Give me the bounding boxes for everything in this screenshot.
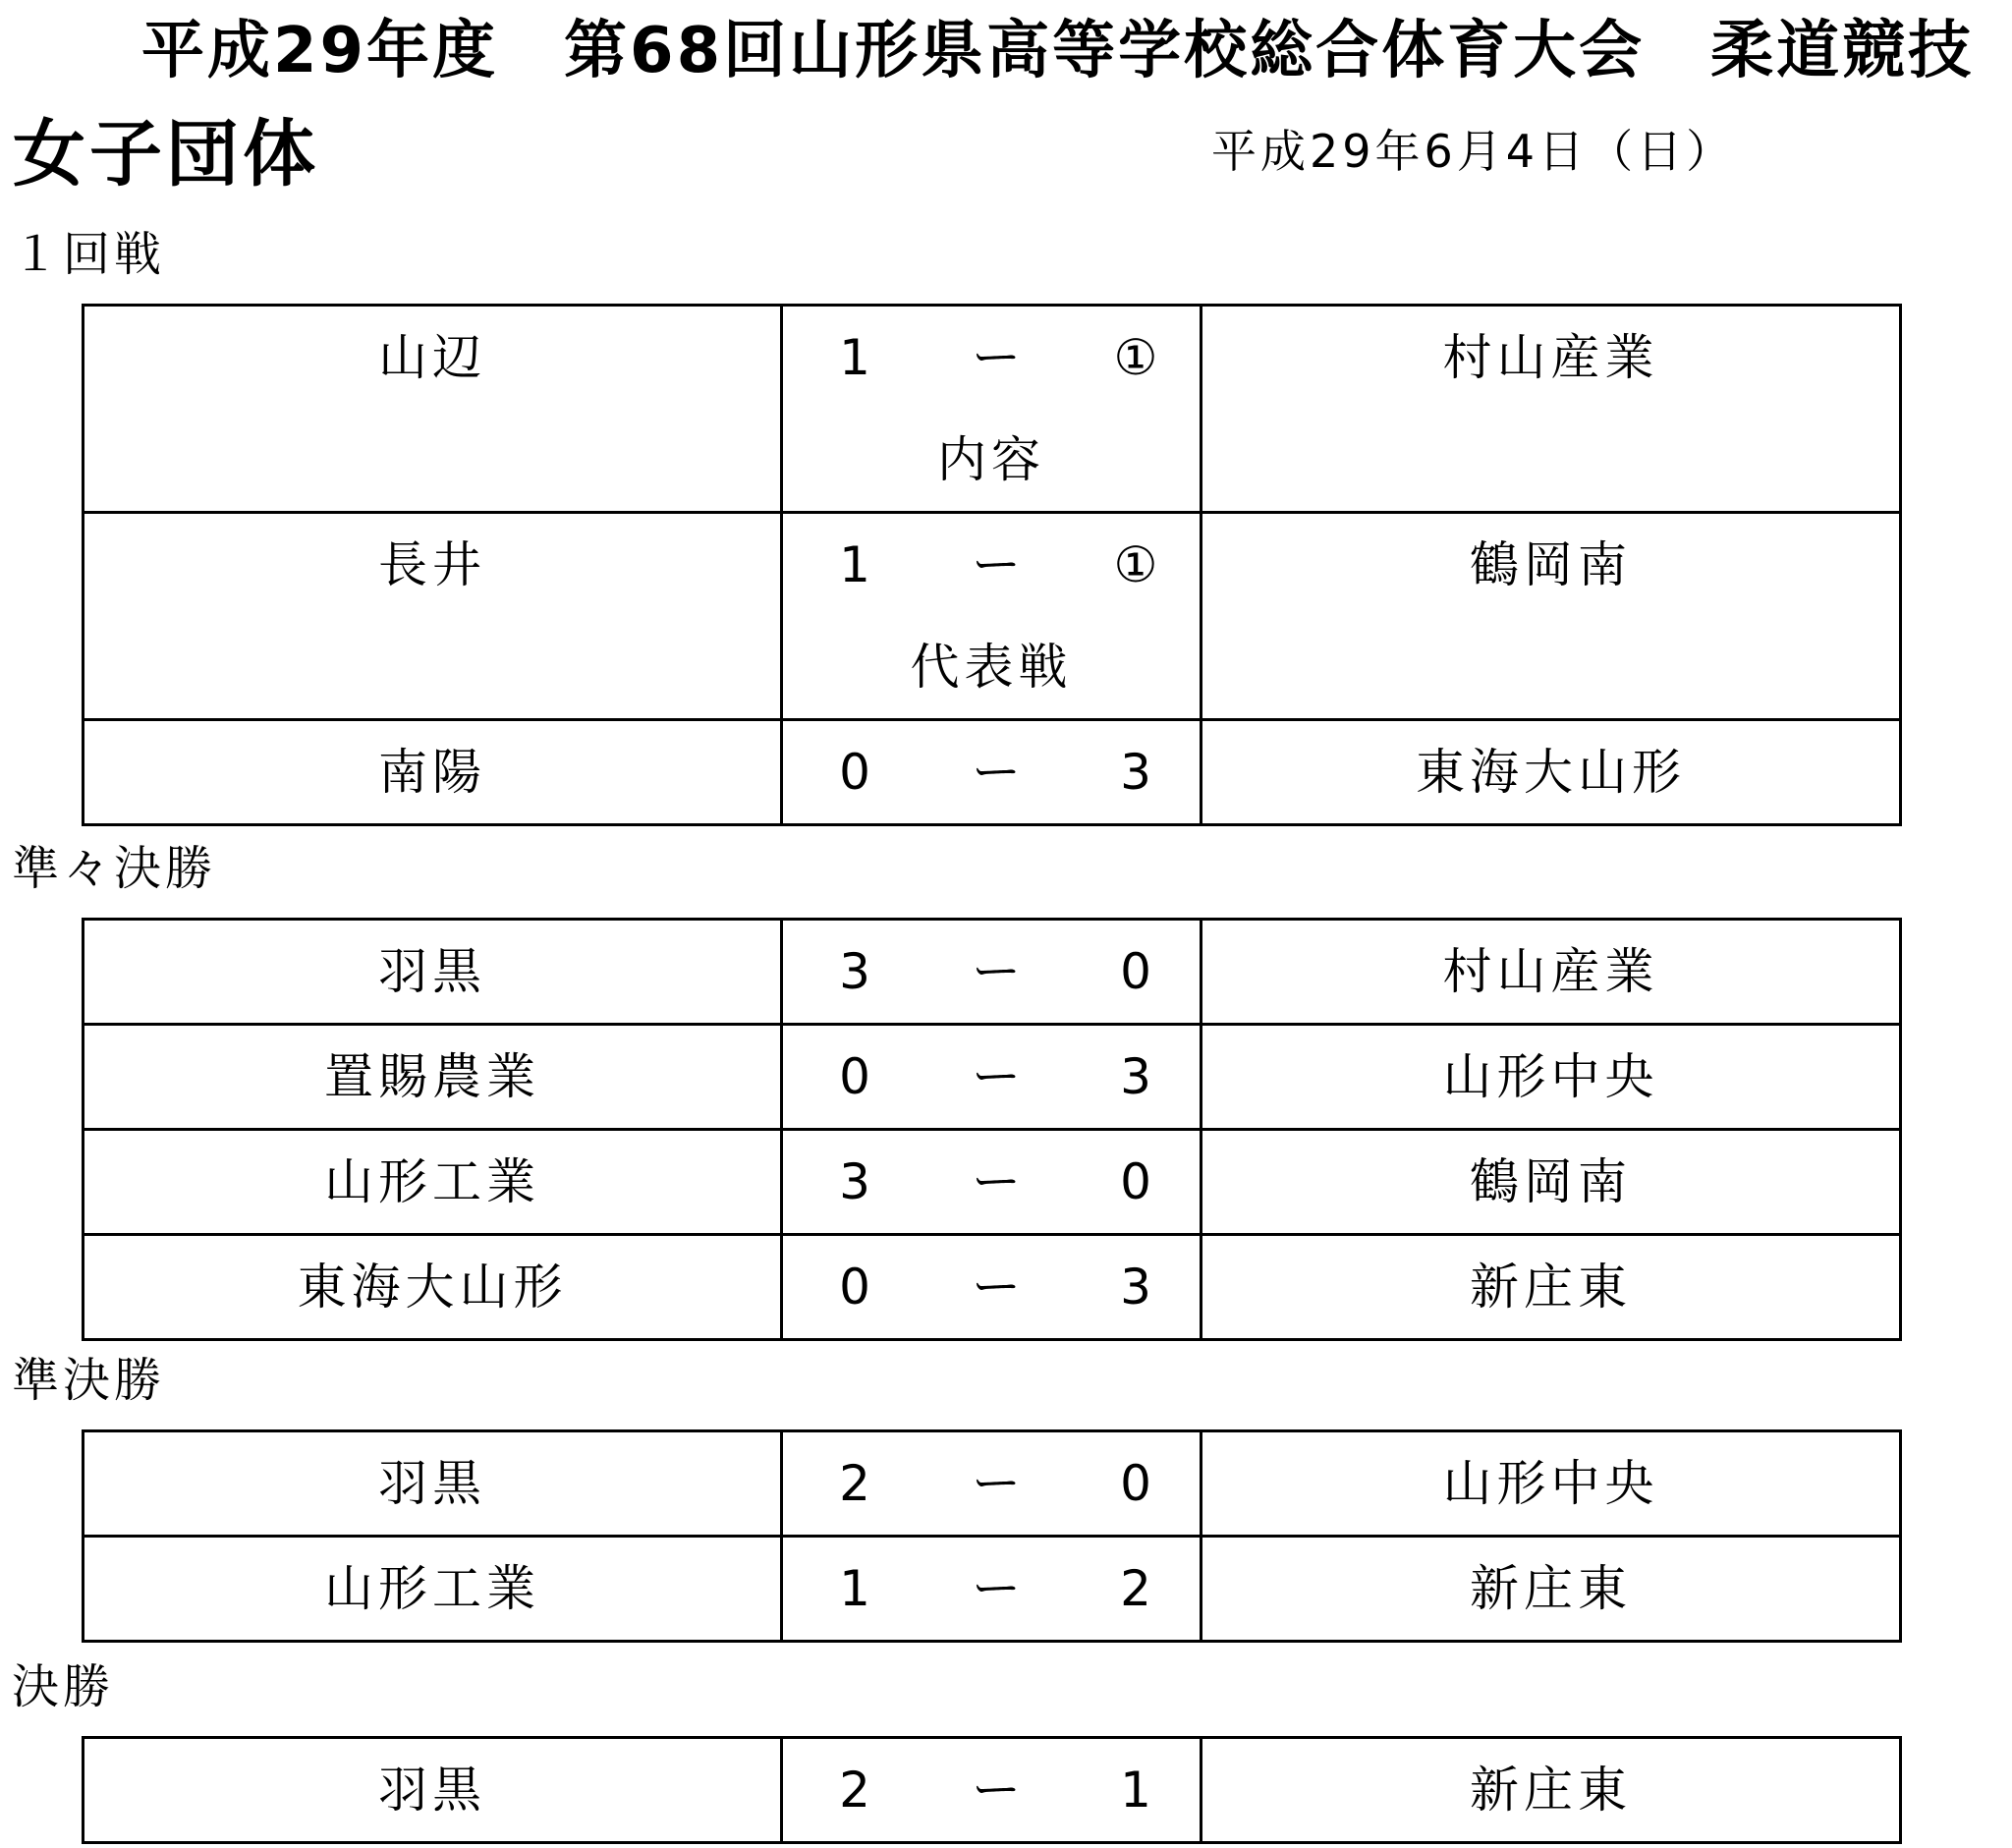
right-team: 山形中央 — [1442, 1048, 1659, 1105]
left-score: 0 — [839, 1048, 870, 1105]
results-table-semifinals — [82, 1429, 1902, 1643]
left-score: 0 — [839, 744, 870, 801]
right-team: 鶴岡南 — [1470, 1153, 1632, 1210]
score-separator: ー — [972, 1048, 1021, 1105]
right-team: 新庄東 — [1470, 1560, 1632, 1617]
left-team: 羽黒 — [378, 1455, 486, 1512]
score — [783, 1538, 1200, 1640]
left-team-cell — [84, 1130, 782, 1235]
category-heading: 女子団体 — [13, 112, 319, 196]
right-team-cell — [1202, 1025, 1901, 1130]
right-team-cell — [1202, 1130, 1901, 1235]
match-note: 内容 — [937, 431, 1045, 488]
match-row — [84, 513, 1901, 720]
score-cell — [782, 1025, 1202, 1130]
match-row — [84, 920, 1901, 1025]
score — [783, 921, 1200, 1023]
right-team: 新庄東 — [1470, 1762, 1632, 1819]
left-team-cell — [84, 720, 782, 825]
right-team: 新庄東 — [1470, 1259, 1632, 1316]
match-note: 代表戦 — [910, 639, 1073, 696]
right-score: 0 — [1120, 1153, 1151, 1210]
right-team: 村山産業 — [1442, 329, 1659, 386]
right-team-cell — [1202, 720, 1901, 825]
left-team: 山辺 — [378, 329, 486, 386]
left-team-cell — [84, 1431, 782, 1537]
left-team: 羽黒 — [378, 943, 486, 1000]
round-heading-quarterfinals: 準々決勝 — [12, 841, 217, 896]
left-team: 山形工業 — [324, 1560, 540, 1617]
right-team: 鶴岡南 — [1470, 536, 1632, 593]
score — [783, 721, 1200, 823]
results-table-first-round — [82, 304, 1902, 826]
left-team-cell — [84, 1025, 782, 1130]
score-cell — [782, 1431, 1202, 1537]
left-team: 東海大山形 — [297, 1259, 568, 1316]
left-team-cell — [84, 513, 782, 720]
match-row — [84, 1738, 1901, 1843]
left-score: 3 — [839, 1153, 870, 1210]
left-score: 2 — [839, 1455, 870, 1512]
left-score: 1 — [839, 536, 870, 593]
score — [783, 1131, 1200, 1233]
left-team: 置賜農業 — [324, 1048, 540, 1105]
match-row — [84, 1537, 1901, 1642]
left-score: 1 — [839, 1560, 870, 1617]
score — [783, 1739, 1200, 1841]
left-team-cell — [84, 920, 782, 1025]
right-team: 村山産業 — [1442, 943, 1659, 1000]
right-score: 3 — [1120, 1048, 1151, 1105]
right-score: 0 — [1120, 1455, 1151, 1512]
round-heading-semifinals: 準決勝 — [12, 1353, 166, 1408]
left-team: 山形工業 — [324, 1153, 540, 1210]
score-cell — [782, 1235, 1202, 1340]
score-cell — [782, 1738, 1202, 1843]
right-score: 2 — [1120, 1560, 1151, 1617]
match-row — [84, 1130, 1901, 1235]
score-separator: ー — [972, 329, 1021, 386]
score — [783, 1432, 1200, 1535]
right-team: 山形中央 — [1442, 1455, 1659, 1512]
left-team-cell — [84, 306, 782, 513]
left-score: 0 — [839, 1259, 870, 1316]
score-cell — [782, 1130, 1202, 1235]
right-team-cell — [1202, 920, 1901, 1025]
score-separator: ー — [972, 1259, 1021, 1316]
right-team-cell — [1202, 306, 1901, 513]
left-team: 長井 — [378, 536, 486, 593]
left-team: 羽黒 — [378, 1762, 486, 1819]
right-score: ① — [1113, 536, 1158, 593]
right-team-cell — [1202, 1738, 1901, 1843]
right-team-cell — [1202, 1235, 1901, 1340]
left-team-cell — [84, 1738, 782, 1843]
right-team-cell — [1202, 1537, 1901, 1642]
left-score: 3 — [839, 943, 870, 1000]
match-row — [84, 720, 1901, 825]
score-cell — [782, 1537, 1202, 1642]
score-separator: ー — [972, 1762, 1021, 1819]
left-team-cell — [84, 1235, 782, 1340]
right-score: 3 — [1120, 1259, 1151, 1316]
left-team: 南陽 — [378, 744, 486, 801]
score-separator: ー — [972, 536, 1021, 593]
right-score: ① — [1113, 329, 1158, 386]
score-separator: ー — [972, 1455, 1021, 1512]
match-row — [84, 1431, 1901, 1537]
right-team: 東海大山形 — [1416, 744, 1686, 801]
results-table-final — [82, 1736, 1902, 1844]
score — [783, 1236, 1200, 1338]
score — [783, 307, 1200, 409]
document-title: 平成29年度 第68回山形県高等学校総合体育大会 柔道競技 — [141, 15, 1975, 87]
score-cell — [782, 306, 1202, 513]
match-row — [84, 1235, 1901, 1340]
round-heading-final: 決勝 — [12, 1659, 115, 1714]
score-separator: ー — [972, 1560, 1021, 1617]
round-heading-first-round: １回戦 — [12, 227, 166, 282]
left-team-cell — [84, 1537, 782, 1642]
event-date: 平成29年6月4日（日） — [1211, 125, 1736, 178]
right-team-cell — [1202, 1431, 1901, 1537]
score-cell — [782, 513, 1202, 720]
match-row — [84, 306, 1901, 513]
right-score: 0 — [1120, 943, 1151, 1000]
right-score: 1 — [1120, 1762, 1151, 1819]
match-row — [84, 1025, 1901, 1130]
left-score: 2 — [839, 1762, 870, 1819]
results-table-quarterfinals — [82, 918, 1902, 1341]
score-separator: ー — [972, 744, 1021, 801]
left-score: 1 — [839, 329, 870, 386]
right-team-cell — [1202, 513, 1901, 720]
score-separator: ー — [972, 1153, 1021, 1210]
score-cell — [782, 920, 1202, 1025]
score-cell — [782, 720, 1202, 825]
score — [783, 514, 1200, 616]
right-score: 3 — [1120, 744, 1151, 801]
score — [783, 1026, 1200, 1128]
score-separator: ー — [972, 943, 1021, 1000]
